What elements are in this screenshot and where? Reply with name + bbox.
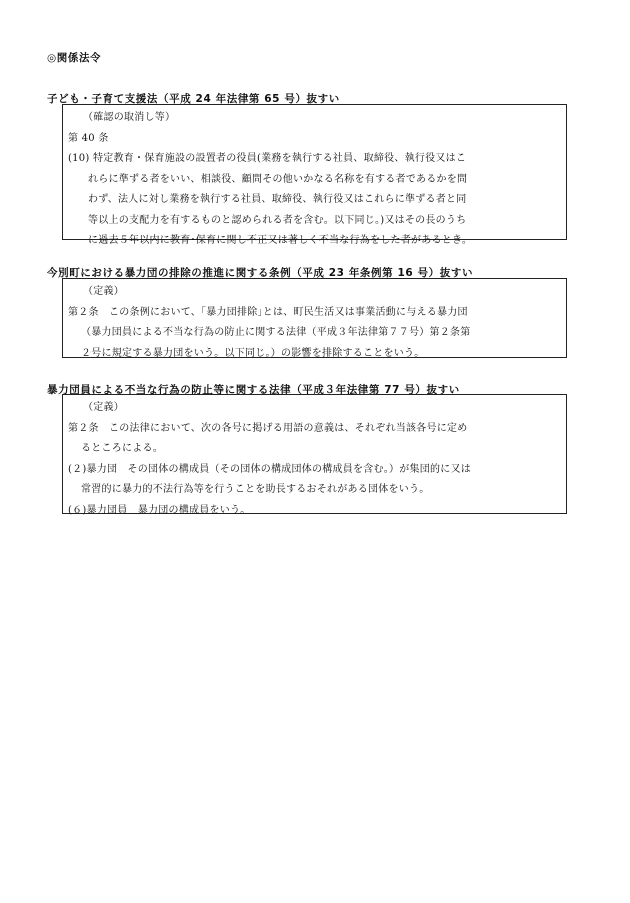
section-title-imabetsu-ordinance: 今別町における暴力団の排除の推進に関する条例（平成 23 年条例第 16 号）抜すい	[47, 267, 474, 279]
article-caption: （定義）	[83, 402, 124, 413]
article-text-line: (２)暴力団 その団体の構成員（その団体の構成団体の構成員を含む。）が集団的に又は	[68, 463, 472, 475]
article-caption: （定義）	[83, 286, 124, 297]
excerpt-box-child-support-act	[62, 104, 567, 246]
article-caption: （確認の取消し等）	[83, 112, 176, 123]
article-text-line: (６)暴力団員 暴力団の構成員をいう。	[68, 504, 251, 516]
section-title-child-support-act: 子ども・子育て支援法（平成 24 年法律第 65 号）抜すい	[47, 93, 340, 105]
article-text-line: ２号に規定する暴力団をいう。以下同じ。）の影響を排除することをいう。	[81, 347, 425, 359]
article-text-line: 等以上の支配力を有するものと認められる者を含む。以下同じ。)又はその長のうち	[88, 214, 467, 226]
article-text-line: （暴力団員による不当な行為の防止に関する法律（平成３年法律第７７号）第２条第	[81, 327, 471, 338]
section-title-anti-gang-act: 暴力団員による不当な行為の防止等に関する法律（平成３年法律第 77 号）抜すい	[47, 384, 460, 396]
page-heading: ◎関係法令	[47, 52, 102, 64]
excerpt-box-imabetsu-ordinance	[62, 278, 567, 358]
article-text-line: 常習的に暴力的不法行為等を行うことを助長するおそれがある団体をいう。	[81, 484, 430, 495]
article-text-line: るところによる。	[81, 443, 163, 454]
article-text-line: (10) 特定教育・保育施設の設置者の役員(業務を執行する社員、取締役、執行役又はこ	[68, 153, 467, 164]
article-text-line: 第２条 この法律において、次の各号に掲げる用語の意義は、それぞれ当該各号に定め	[68, 422, 468, 434]
article-number: 第 40 条	[68, 132, 109, 144]
article-text-line: 第２条 この条例において、｢暴力団排除｣とは、町民生活又は事業活動に与える暴力団	[68, 306, 468, 318]
excerpt-box-anti-gang-act	[62, 394, 567, 514]
article-text-line: わず、法人に対し業務を執行する社員、取締役、執行役又はこれらに準ずる者と同	[88, 194, 467, 205]
article-text-line: に過去５年以内に教育･保育に関し不正又は著しく不当な行為をした者があるとき。	[88, 235, 473, 246]
article-text-line: れらに準ずる者をいい、相談役、顧問その他いかなる名称を有する者であるかを問	[88, 173, 468, 185]
